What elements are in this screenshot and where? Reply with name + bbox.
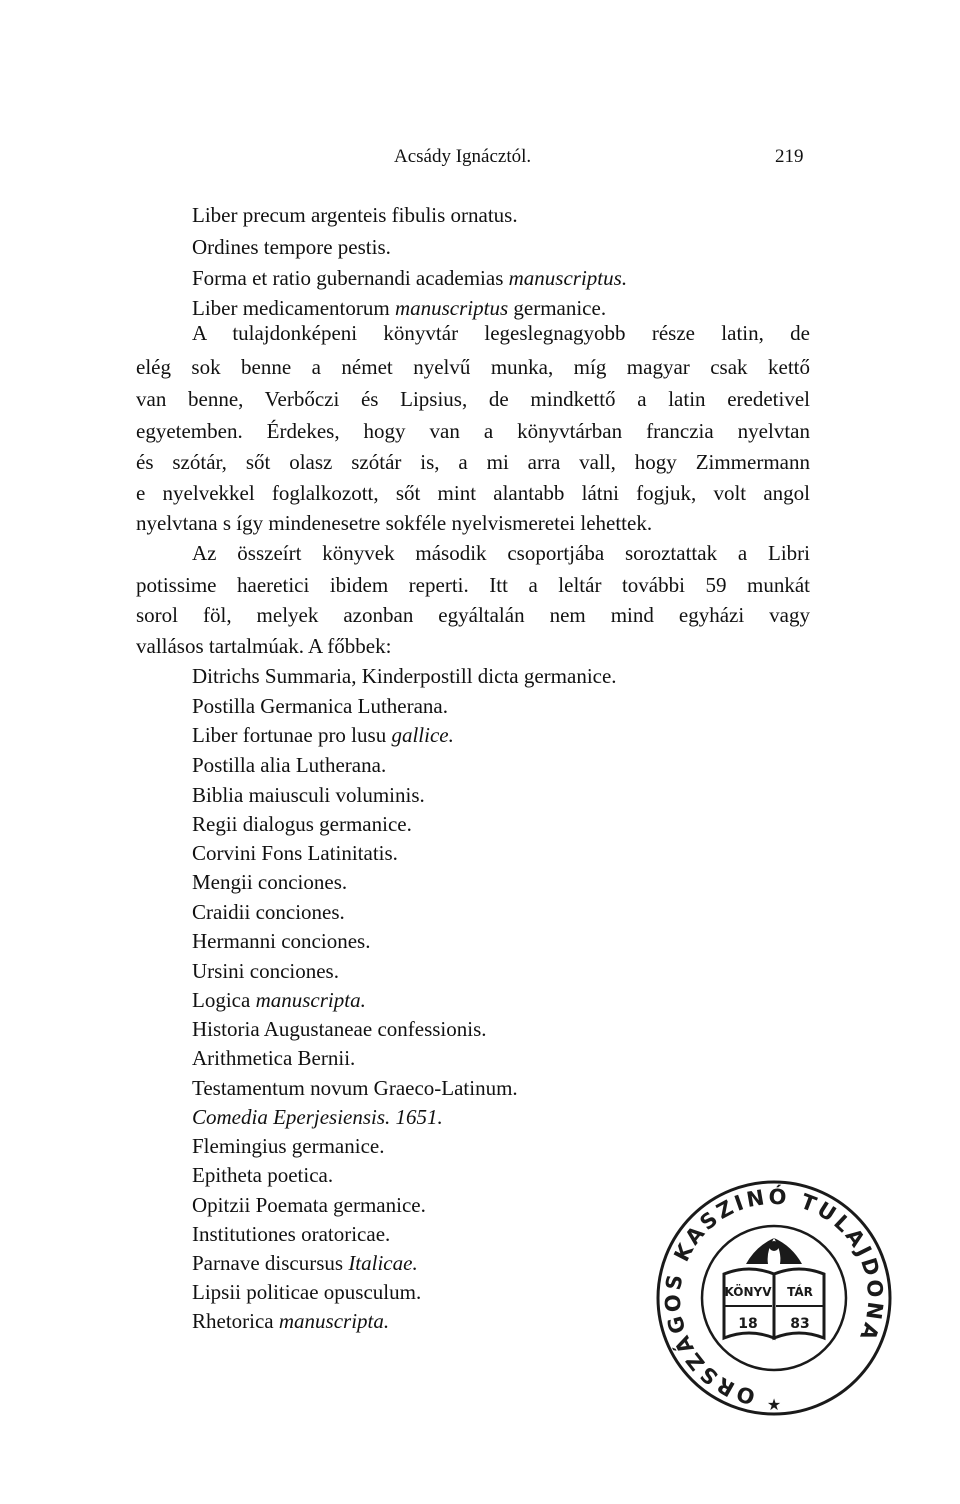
paragraph-line: Az összeírt könyvek második csoportjába soroztattak a Libri: [192, 541, 810, 565]
catalog-entry: Parnave discursus Italicae.: [192, 1251, 418, 1275]
catalog-entry: Testamentum novum Graeco-Latinum.: [192, 1076, 518, 1100]
stamp-wreath-icon: [746, 1238, 802, 1264]
library-stamp: [654, 1178, 894, 1418]
paragraph-line: sorol föl, melyek azonban egyáltalán nem mind egyházi vagy: [136, 603, 810, 627]
catalog-entry: Historia Augustaneae confessionis.: [192, 1017, 487, 1041]
catalog-entry: Lipsii politicae opusculum.: [192, 1280, 422, 1304]
catalog-entry: Arithmetica Bernii.: [192, 1046, 356, 1070]
paragraph-line: elég sok benne a német nyelvű munka, míg magyar csak kettő: [136, 355, 810, 379]
stamp-year-right: 83: [790, 1316, 810, 1332]
catalog-entry: Hermanni conciones.: [192, 929, 371, 953]
catalog-entry: Forma et ratio gubernandi academias manuscriptus.: [192, 266, 628, 290]
catalog-entry: Epitheta poetica.: [192, 1163, 334, 1187]
catalog-entry: Liber fortunae pro lusu gallice.: [192, 723, 454, 747]
paragraph-line: e nyelvekkel foglalkozott, sőt mint alantabb látni fogjuk, volt angol: [136, 481, 810, 505]
catalog-entry: Ordines tempore pestis.: [192, 235, 391, 259]
catalog-entry: Biblia maiusculi voluminis.: [192, 783, 425, 807]
paragraph-line: van benne, Verbőczi és Lipsius, de mindkettő a latin eredetivel: [136, 387, 810, 411]
paragraph-line: vallásos tartalmúak. A főbbek:: [136, 634, 392, 658]
catalog-entry: Regii dialogus germanice.: [192, 812, 412, 836]
catalog-entry: Liber medicamentorum manuscriptus germanice.: [192, 296, 607, 320]
paragraph-line: potissime haeretici ibidem reperti. Itt a leltár további 59 munkát: [136, 573, 810, 597]
running-header: [0, 140, 960, 174]
stamp-ring-text: ORSZÁGOS KASZINÓ TULAJDONA: [660, 1184, 888, 1410]
catalog-entry: Liber precum argenteis fibulis ornatus.: [192, 203, 518, 227]
running-title: Acsády Ignácztól.: [394, 146, 532, 167]
stamp-book-right-label: TÁR: [787, 1285, 813, 1299]
catalog-entry: Corvini Fons Latinitatis.: [192, 841, 398, 865]
catalog-entry: Logica manuscripta.: [192, 988, 366, 1012]
catalog-entry: Ursini conciones.: [192, 959, 339, 983]
catalog-entry: Rhetorica manuscripta.: [192, 1309, 390, 1333]
paragraph-line: és szótár, sőt olasz szótár is, a mi arra vall, hogy Zimmermann: [136, 450, 810, 474]
catalog-entry: Craidii conciones.: [192, 900, 345, 924]
stamp-star-icon: ★: [766, 1395, 782, 1414]
catalog-entry: Ditrichs Summaria, Kinderpostill dicta germanice.: [192, 664, 617, 688]
stamp-book-left-label: KÖNYV: [724, 1285, 772, 1299]
catalog-entry: Comedia Eperjesiensis. 1651.: [192, 1105, 443, 1129]
catalog-entry: Postilla Germanica Lutherana.: [192, 694, 448, 718]
catalog-entry: Institutiones oratoricae.: [192, 1222, 391, 1246]
catalog-entry: Mengii conciones.: [192, 870, 348, 894]
stamp-year-left: 18: [738, 1316, 758, 1332]
paragraph-line: nyelvtana s így mindenesetre sokféle nyelvismeretei lehettek.: [136, 511, 653, 535]
page-number: 219: [775, 146, 804, 167]
paragraph-line: A tulajdonképeni könyvtár legeslegnagyobb része latin, de: [192, 321, 810, 345]
catalog-entry: Flemingius germanice.: [192, 1134, 385, 1158]
catalog-entry: Opitzii Poemata germanice.: [192, 1193, 426, 1217]
paragraph-line: egyetemben. Érdekes, hogy van a könyvtárban franczia nyelvtan: [136, 419, 810, 443]
catalog-entry: Postilla alia Lutherana.: [192, 753, 387, 777]
